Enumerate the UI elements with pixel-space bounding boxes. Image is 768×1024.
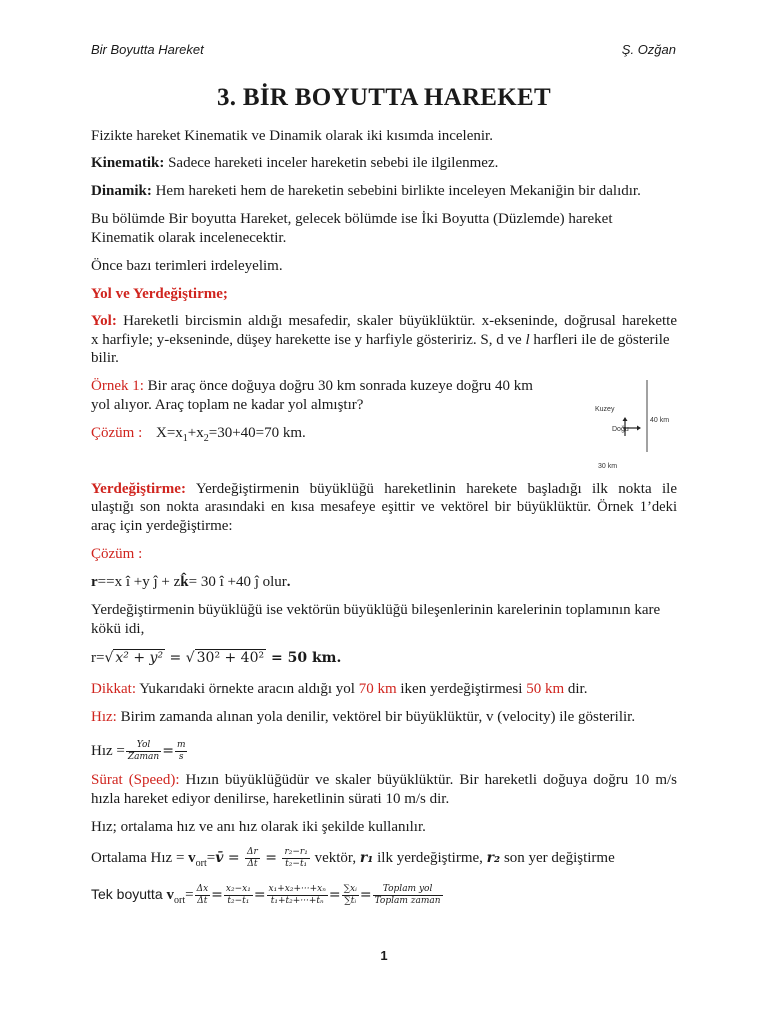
magnitude-equation: r=√ x² + y² = √ 30² + 40² = 50 km.: [91, 650, 342, 666]
one-dim-eq: =: [185, 887, 194, 903]
yol-text-2b: harfleri ile de gösterile: [529, 332, 670, 348]
hiz-eq-prefix: Hız =: [91, 743, 125, 759]
one-dim-f2-den: t₂−t₁: [227, 896, 250, 907]
dikkat-value-2: 50 km: [526, 681, 565, 697]
avg-eq-3: =: [260, 850, 282, 866]
one-dim-f5-den: Toplam zaman: [374, 896, 441, 907]
avg-eq: =: [206, 850, 216, 866]
yol-text-1: Hareketli bircismin aldığı mesafedir, skaler büyüklüktür. x-ekseninde, doğrusal harekette: [116, 313, 677, 329]
dinamik-term: Dinamik:: [91, 183, 152, 199]
solution-1-eq-a: X=x: [156, 425, 183, 441]
chapter-note-line-1: Bu bölümde Bir boyutta Hareket, gelecek bölümde ise İki Boyutta (Düzlemde) hareket: [91, 211, 613, 227]
solution-1-plus: +x: [187, 425, 204, 441]
yol-line-2: [91, 331, 677, 350]
one-dim-sub: ort: [174, 895, 186, 906]
example-1-line-2: yol alıyor. Araç toplam ne kadar yol almıştır?: [91, 397, 364, 413]
solution-1-sub-1: 1: [182, 433, 188, 444]
example-1-line-1: [91, 377, 561, 396]
dikkat-text-b: iken yerdeğiştirmesi: [396, 681, 527, 697]
magnitude-radicand-2: 30² + 40²: [196, 650, 265, 666]
solution-1-eq-b: =30+40=70 km.: [208, 425, 306, 441]
hiz-eq-unit-num: m: [176, 740, 186, 751]
one-dim-velocity-equation: Tek boyutta $v_{ort}=$ $\frac{\Delta x}{\Delta t}$ = $\frac{\text{x₂−x₁}}{\text{t₂−t₁}}$ = $\frac{\text{x₁+x₂+···+xₙ}}{\text{t₁+t₂+···+tₙ}}$ = $\frac{\text{∑xᵢ}}{\text{∑tᵢ}}$ = $\frac{\text{Toplam yol}}{\text{Toplam zaman}}$: [91, 884, 441, 907]
vector-components: ==x î +y ĵ + z: [97, 574, 181, 590]
north-label: Kuzey: [595, 406, 615, 413]
yerdegistirme-line-2: ulaştığı son nokta arasındaki en kısa mesafeye eşittir ve vektörel bir büyüklüktür. Örnek 1’deki: [91, 499, 677, 515]
hiz-eq-unit-den: s: [178, 752, 184, 763]
hiz-eq-numerator: Yol: [126, 740, 161, 752]
example-1-label: Örnek 1:: [91, 378, 144, 394]
intro-paragraph: Fizikte hareket Kinematik ve Dinamik olarak iki kısımda incelenir.: [91, 128, 493, 144]
kinematik-term: Kinematik:: [91, 155, 165, 171]
vector-k-hat: k̂: [180, 574, 189, 590]
magnitude-text-2: kökü idi,: [91, 621, 145, 637]
yerdegistirme-line-3: araç için yerdeğiştirme:: [91, 518, 233, 534]
avg-f2-den: t₂−t₁: [285, 859, 308, 870]
dikkat-text-a: Yukarıdaki örnekte aracın aldığı yol: [136, 681, 359, 697]
surat-label: Sürat (Speed):: [91, 772, 180, 788]
avg-f1-den: Δt: [247, 859, 258, 870]
running-header-left: Bir Boyutta Hareket: [91, 42, 204, 57]
avg-sub: ort: [195, 858, 207, 869]
dikkat-note: [91, 680, 677, 699]
east-label: Doğu: [612, 426, 629, 433]
displacement-diagram: [562, 380, 670, 452]
yol-text-2a: x harfiyle; y-ekseninde, düşey harekette ise y harfiyle gösteririz. S, d ve: [91, 332, 526, 348]
one-dim-f4-num: ∑xᵢ: [343, 884, 357, 895]
vector-result: = 30 î +40 ĵ olur: [188, 574, 287, 590]
avg-f2-num: r₂−r₁: [284, 847, 308, 858]
kinematik-definition: [91, 154, 677, 173]
one-dim-f3-num: x₁+x₂+···+xₙ: [268, 884, 326, 895]
chapter-title: 3. BİR BOYUTTA HAREKET: [217, 84, 551, 111]
avg-v: v: [188, 850, 196, 866]
one-dim-f5-num: Toplam yol: [373, 884, 443, 896]
magnitude-text-1: Yerdeğiştirmenin büyüklüğü ise vektörün büyüklüğü bileşenlerinin karelerinin toplamının kare: [91, 602, 661, 618]
section-heading: Yol ve Yerdeğiştirme;: [91, 286, 228, 302]
magnitude-prefix: r=: [91, 650, 105, 666]
dikkat-text-c: dir.: [564, 681, 588, 697]
solution-1-sub-2: 2: [203, 433, 209, 444]
bottom-distance-label: 30 km: [598, 463, 618, 470]
one-dim-prefix: Tek boyutta: [91, 886, 167, 902]
hiz-text: Birim zamanda alınan yola denilir, vektörel bir büyüklüktür, v (velocity) ile gösterilir.: [116, 709, 636, 725]
surat-text-1: Hızın büyüklüğüdür ve skaler büyüklüktür. Bir hareketli doğuya doğru 10 m/s: [179, 772, 677, 788]
dikkat-value-1: 70 km: [358, 681, 397, 697]
yol-term: Yol:: [91, 313, 117, 329]
avg-text-c: son yer değiştirme: [500, 850, 615, 866]
example-1-text-1: Bir araç önce doğuya doğru 30 km sonrada kuzeye doğru 40 km: [143, 378, 533, 394]
magnitude-radicand-1: x² + y²: [115, 650, 164, 666]
one-dim-f3-den: t₁+t₂+···+tₙ: [270, 896, 324, 907]
right-distance-label: 40 km: [650, 417, 670, 424]
hiz-types: Hız; ortalama hız ve anı hız olarak iki şekilde kullanılır.: [91, 819, 426, 835]
avg-text-a: vektör,: [310, 850, 360, 866]
solution-1: [91, 424, 561, 448]
avg-r1: r₁: [359, 850, 374, 866]
hiz-equation: [91, 736, 677, 766]
surat-line-1: [91, 771, 677, 790]
dinamik-definition: [91, 182, 677, 201]
avg-prefix: Ortalama Hız =: [91, 850, 189, 866]
yol-line-1: [91, 312, 677, 331]
page-number: 1: [380, 948, 388, 963]
one-dim-f1-den: Δt: [197, 896, 208, 907]
vector-equation: [91, 573, 677, 592]
avg-vbar: v̄: [215, 850, 224, 866]
route-path: [565, 380, 647, 452]
yerdegistirme-line-1: [91, 480, 677, 499]
yerdegistirme-text-1: Yerdeğiştirmenin büyüklüğü hareketlinin harekete başladığı ilk nokta ile: [185, 481, 677, 497]
dikkat-label: Dikkat:: [91, 681, 136, 697]
hiz-eq-equals: =: [162, 743, 174, 759]
kinematik-text: Sadece hareketi inceler hareketin sebebi ile ilgilenmez.: [164, 155, 499, 171]
magnitude-result: = 50 km.: [266, 650, 342, 666]
vector-r: r: [91, 574, 98, 590]
vector-period: .: [286, 574, 291, 590]
running-header-right: Ş. Ozğan: [621, 42, 676, 57]
one-dim-f4-den: ∑tᵢ: [344, 896, 357, 907]
average-velocity-equation: [91, 843, 677, 873]
hiz-label: Hız:: [91, 709, 117, 725]
avg-r2: r₂: [486, 850, 501, 866]
yerdegistirme-term: Yerdeğiştirme:: [91, 481, 186, 497]
chapter-note-line-2: Kinematik olarak incelenecektir.: [91, 230, 287, 246]
solution-2-label: Çözüm :: [91, 546, 143, 562]
hiz-definition: [91, 708, 677, 727]
one-dim-v: v: [166, 887, 174, 903]
avg-eq-2: =: [223, 850, 245, 866]
terms-intro: Önce bazı terimleri irdeleyelim.: [91, 258, 283, 274]
dinamik-text: Hem hareketi hem de hareketin sebebini birlikte inceleyen Mekaniğin bir dalıdır.: [151, 183, 641, 199]
surat-line-2: hızla hareket ediyor denilirse, hareketlinin sürati 10 m/s dir.: [91, 791, 450, 807]
solution-1-label: Çözüm :: [91, 425, 143, 441]
hiz-eq-denominator: Zaman: [127, 752, 160, 763]
avg-text-b: ilk yerdeğiştirme,: [373, 850, 487, 866]
one-dim-f2-num: x₂−x₁: [225, 884, 251, 895]
one-dim-f1-num: Δx: [196, 884, 209, 895]
magnitude-eq-1: =: [165, 650, 186, 666]
yol-line-3: bilir.: [91, 350, 119, 366]
avg-f1-num: Δr: [247, 847, 258, 858]
yol-l-letter: l: [525, 332, 530, 348]
